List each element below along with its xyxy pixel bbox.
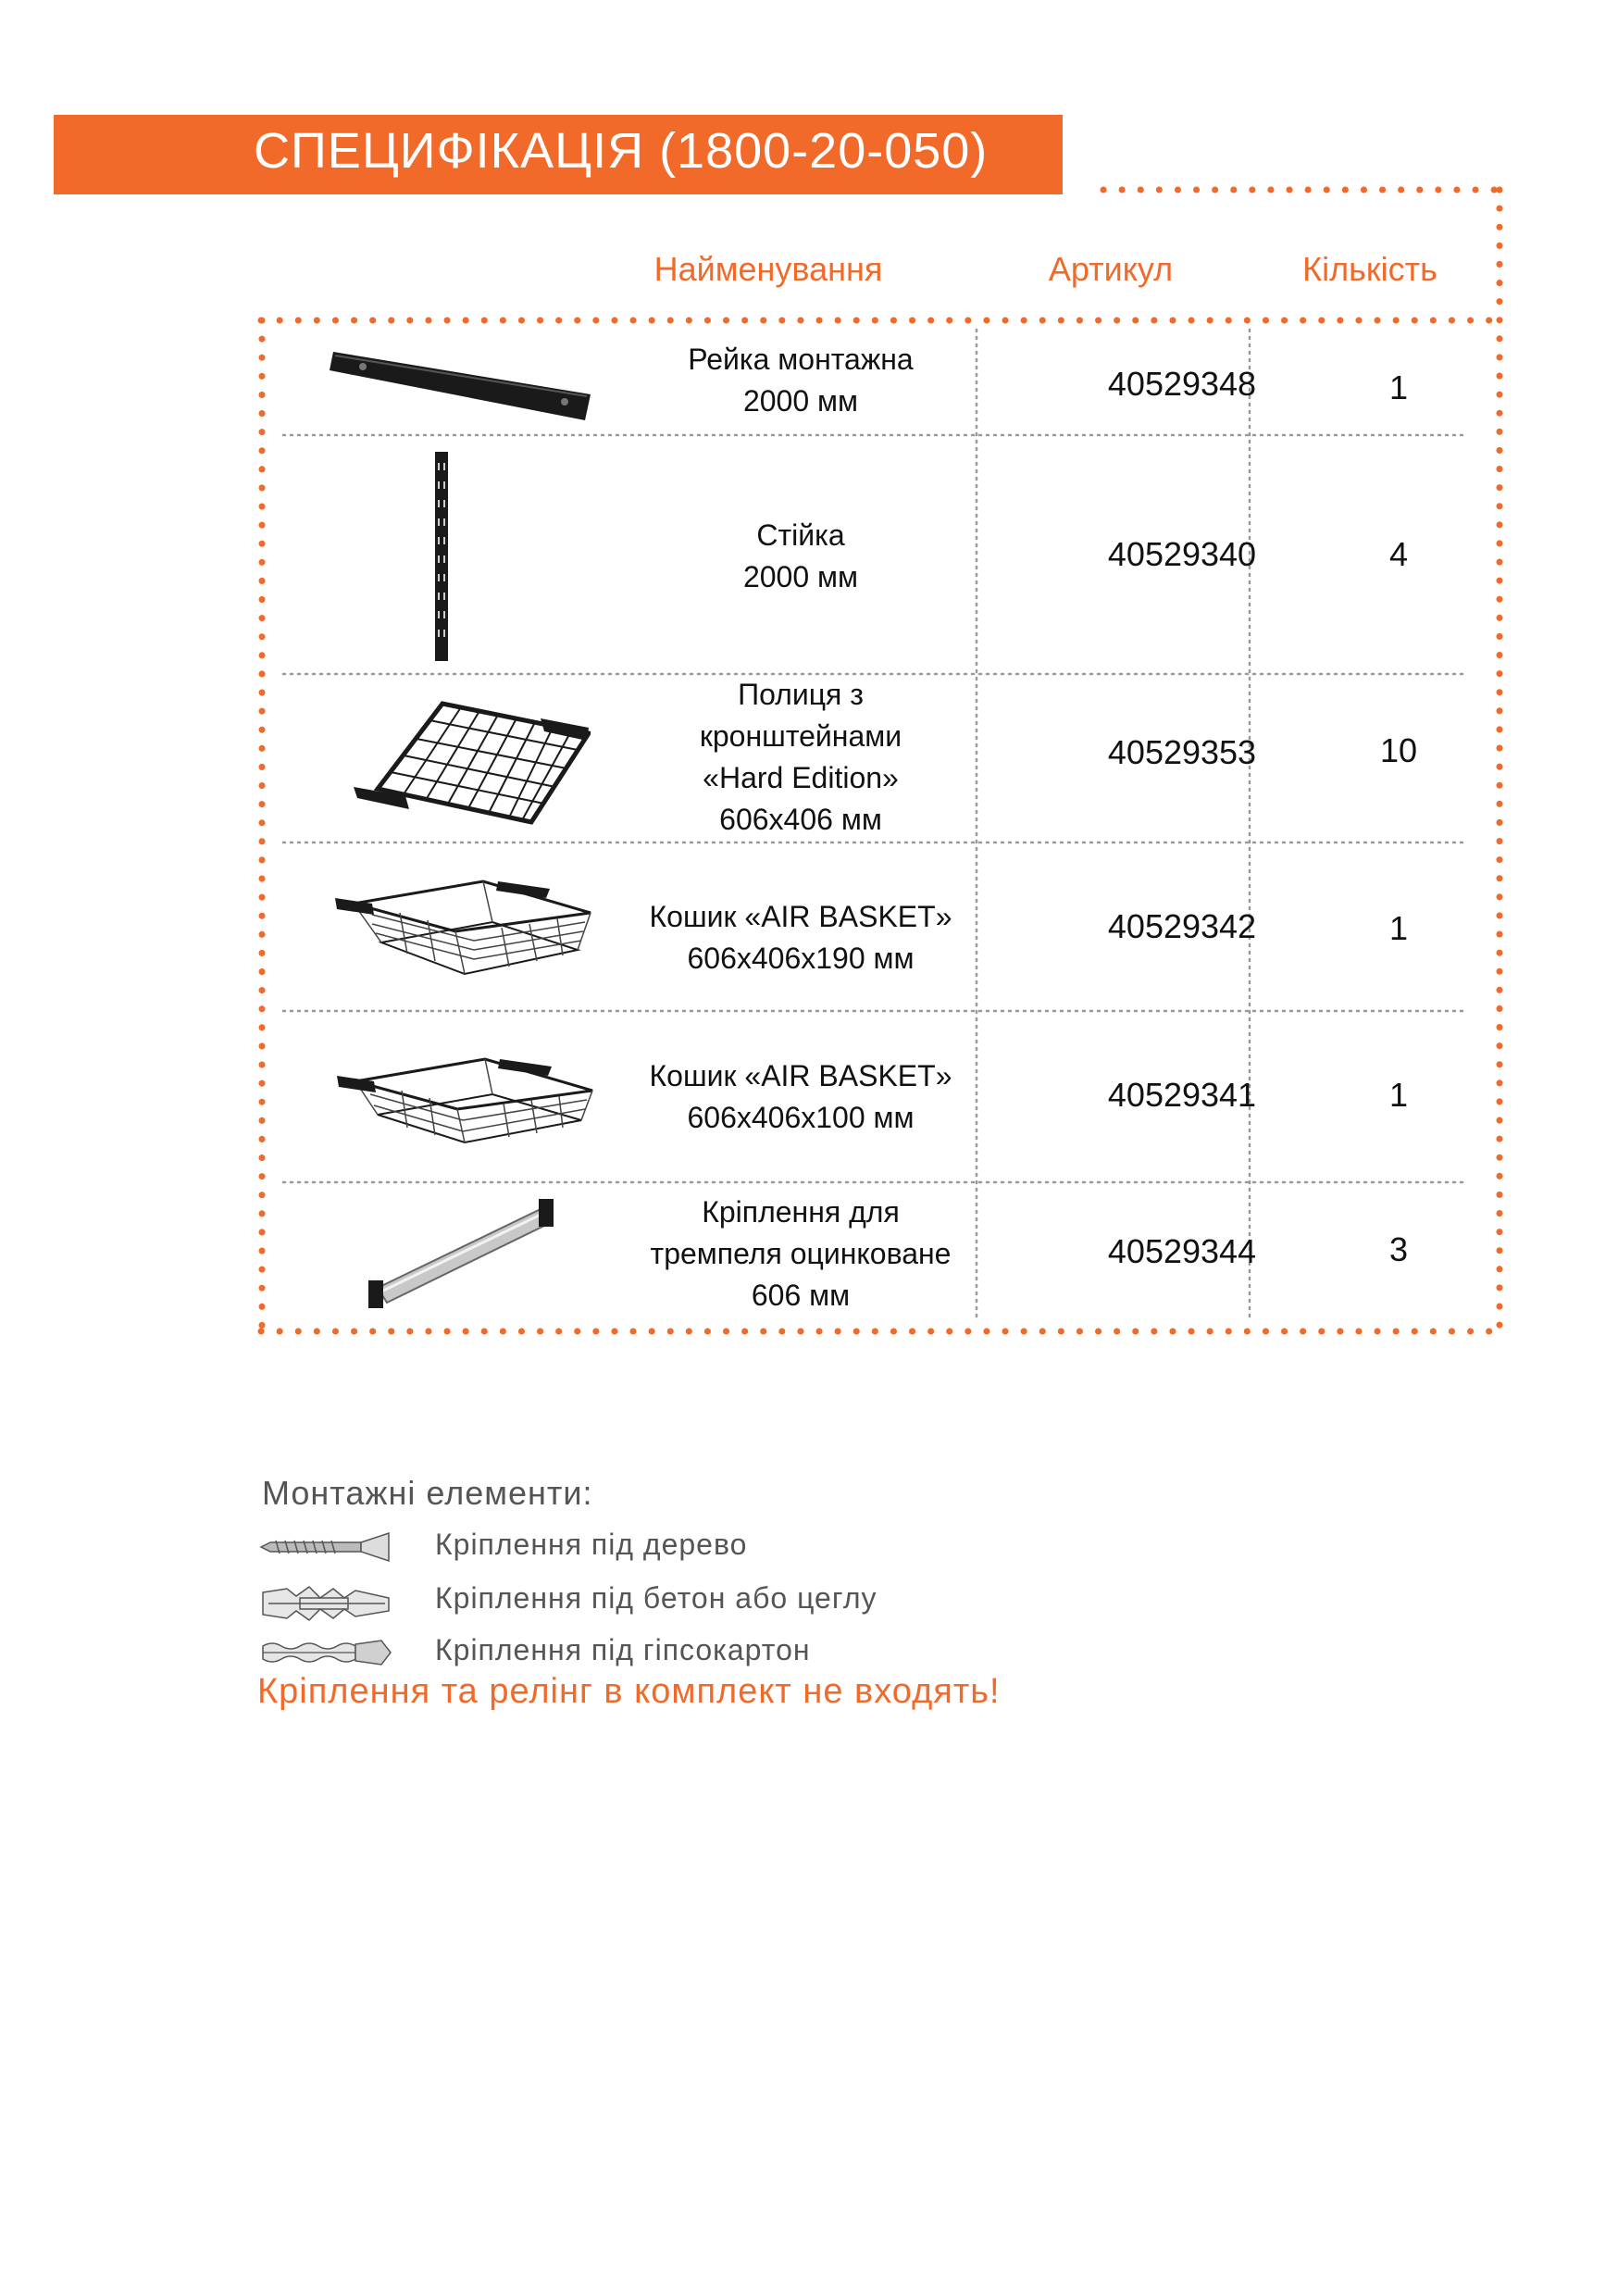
item-name-line: 2000 мм xyxy=(742,384,859,418)
item-name-line: 606x406x100 мм xyxy=(687,1101,915,1134)
header-quantity: Кількість xyxy=(1302,250,1438,288)
drywall-anchor-icon xyxy=(259,1637,398,1668)
item-article: 40529341 xyxy=(1107,1076,1257,1114)
mounting-item xyxy=(259,1581,1092,1628)
item-name xyxy=(602,1055,1000,1139)
item-article: 40529342 xyxy=(1107,907,1257,945)
mesh-shelf-icon xyxy=(350,700,591,831)
item-name-line: Стійка xyxy=(756,518,845,552)
item-name-line: Кріплення для xyxy=(702,1195,900,1229)
item-name-line: Кошик «AIR BASKET» xyxy=(649,900,952,933)
item-name-line: кронштейнами xyxy=(699,719,902,753)
item-quantity: 1 xyxy=(1388,909,1409,947)
wire-basket-icon xyxy=(337,1055,605,1154)
mounting-item xyxy=(259,1528,1092,1574)
mounting-item-label: Кріплення під дерево xyxy=(435,1528,748,1561)
mounting-item-label: Кріплення під гіпсокартон xyxy=(435,1633,811,1666)
item-name-line: 606x406x190 мм xyxy=(687,942,915,975)
item-article: 40529348 xyxy=(1107,365,1257,403)
item-name-line: Рейка монтажна xyxy=(688,343,914,376)
item-quantity: 1 xyxy=(1388,368,1409,406)
item-name xyxy=(602,674,1000,841)
item-name xyxy=(602,515,1000,598)
item-article: 40529340 xyxy=(1107,535,1257,573)
item-name xyxy=(602,339,1000,422)
mounting-rail-icon xyxy=(326,343,594,422)
item-quantity: 1 xyxy=(1388,1076,1409,1114)
item-name-line: 606x406 мм xyxy=(719,803,882,836)
header-name: Найменування xyxy=(653,250,883,288)
item-name xyxy=(602,896,1000,980)
wire-basket-icon xyxy=(335,876,604,983)
item-name xyxy=(602,1192,1000,1316)
item-name-line: 606 мм xyxy=(751,1279,851,1312)
item-article: 40529353 xyxy=(1107,733,1257,771)
table-row xyxy=(261,435,1459,674)
not-included-note: Кріплення та релінг в комплект не входять! xyxy=(257,1672,1001,1711)
item-quantity: 10 xyxy=(1379,731,1418,769)
page-title: СПЕЦИФІКАЦІЯ (1800-20-050) xyxy=(254,123,989,179)
item-quantity: 3 xyxy=(1388,1230,1409,1268)
item-name-line: Кошик «AIR BASKET» xyxy=(649,1059,952,1092)
table-row xyxy=(261,842,1459,1011)
header-article: Артикул xyxy=(1048,250,1174,288)
wood-screw-icon xyxy=(259,1531,398,1563)
item-quantity: 4 xyxy=(1388,535,1409,573)
item-name-line: Полиця з xyxy=(738,678,864,711)
hanger-rod-icon xyxy=(365,1195,559,1314)
item-name-line: тремпеля оцинковане xyxy=(650,1237,952,1270)
upright-post-icon xyxy=(426,452,463,661)
mounting-title: Монтажні елементи: xyxy=(262,1474,593,1512)
mounting-item-label: Кріплення під бетон або цеглу xyxy=(435,1581,877,1615)
item-article: 40529344 xyxy=(1107,1232,1257,1270)
item-name-line: 2000 мм xyxy=(742,560,859,593)
concrete-anchor-icon xyxy=(259,1585,398,1622)
table-row xyxy=(261,674,1459,842)
table-row xyxy=(261,330,1459,435)
table-row xyxy=(261,1011,1459,1182)
item-name-line: «Hard Edition» xyxy=(703,761,899,794)
table-row xyxy=(261,1182,1459,1330)
